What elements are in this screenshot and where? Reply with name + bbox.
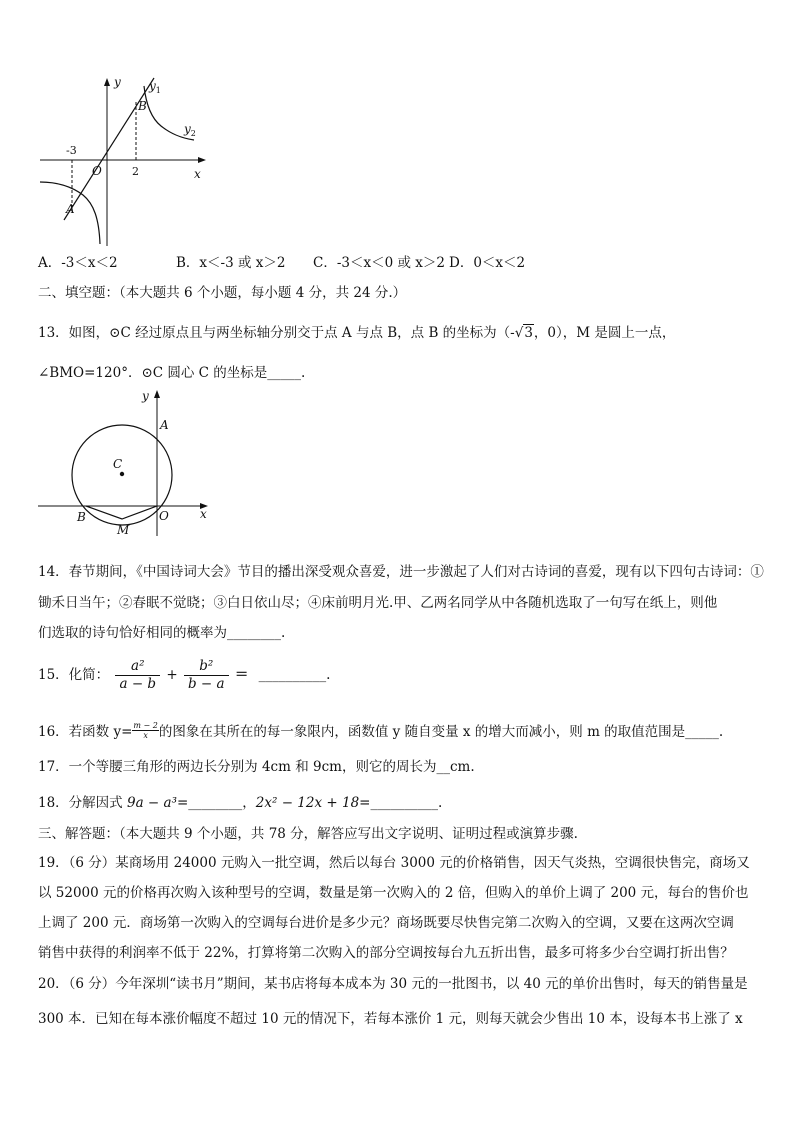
label-O: O xyxy=(159,509,169,523)
q14-line2: 锄禾日当午；②春眠不觉晓；③白日依山尽；④床前明月光.甲、乙两名同学从中各随机选取了一句写在纸上，则他 xyxy=(38,595,718,611)
label-origin: O xyxy=(92,164,102,178)
q15-frac1: $\frac{\text{a²}}{a - b}$ xyxy=(115,658,160,693)
x-axis-arrow xyxy=(198,157,206,163)
y-axis-arrow xyxy=(154,390,160,398)
q18-suffix: =__________. xyxy=(359,795,443,811)
q13-line1-b: ，0），M 是圆上一点， xyxy=(533,325,676,341)
label-B: B xyxy=(77,510,86,524)
q15 xyxy=(38,658,330,693)
label-M: M xyxy=(117,523,130,537)
label-y: y xyxy=(114,75,121,89)
section-2-header: 二、填空题：（本大题共 6 个小题，每小题 4 分，共 24 分.） xyxy=(38,285,407,301)
q13-line2: ∠BMO=120°．⊙C 圆心 C 的坐标是_____. xyxy=(38,365,306,381)
option-c: C．-3＜x＜0 或 x＞2 xyxy=(313,255,445,271)
label-x: x xyxy=(194,167,201,181)
label-y1: $y_1$ xyxy=(149,79,161,95)
y-axis-arrow xyxy=(104,78,110,86)
chords-bmo xyxy=(86,506,157,519)
sqrt-3: √3 xyxy=(514,325,533,341)
label-A: A xyxy=(160,418,169,432)
label-y2: $y_2$ xyxy=(184,122,196,138)
q13-line1 xyxy=(38,327,675,341)
q16 xyxy=(38,720,723,740)
function-graph-figure xyxy=(36,74,216,250)
q15-suffix: __________. xyxy=(258,667,331,683)
label-x: x xyxy=(200,507,207,521)
q15-prefix: 15．化简： xyxy=(38,667,110,683)
q14-line3: 们选取的诗句恰好相同的概率为________. xyxy=(38,625,286,641)
q17: 17．一个等腰三角形的两边长分别为 4cm 和 9cm，则它的周长为__cm. xyxy=(38,759,475,775)
q19-line2: 以 52000 元的价格再次购入该种型号的空调，数量是第一次购入的 2 倍，但购入的单价上调了 200 元，每台的售价也 xyxy=(38,885,749,901)
label-A: A xyxy=(66,202,75,216)
q16-frac: $\frac{m - 2}{x}$ xyxy=(133,720,158,740)
q14-line1: 14．春节期间，《中国诗词大会》节目的播出深受观众喜爱，进一步激起了人们对古诗词的喜爱，现有以下四句古诗词：① xyxy=(38,564,764,580)
q18-expr1: 9a − a³ xyxy=(126,795,177,811)
option-a: A．-3＜x＜2 xyxy=(38,255,118,271)
q16-suffix: 的图象在其所在的每一象限内，函数值 y 随自变量 x 的增大而减小，则 m 的取值范围是_____. xyxy=(158,724,724,740)
q19-line4: 销售中获得的利润率不低于 22%，打算将第二次购入的部分空调按每台九五折出售，最多可将多少台空调打折出售？ xyxy=(38,945,734,961)
q18-mid: =________， xyxy=(176,795,256,811)
q18 xyxy=(38,797,442,811)
q19-line3: 上调了 200 元．商场第一次购入的空调每台进价是多少元？商场既要尽快售完第二次购入的空调，又要在这两次空调 xyxy=(38,915,734,931)
q20-line2: 300 本．已知在每本涨价幅度不超过 10 元的情况下，若每本涨价 1 元，则每天就会少售出 10 本，设每本书上涨了 x xyxy=(38,1011,743,1027)
section-3-header: 三、解答题：（本大题共 9 个小题，共 78 分，解答应写出文字说明、证明过程或演算步骤. xyxy=(38,826,578,842)
label-neg3: -3 xyxy=(66,144,77,157)
q13-line1-a: 13．如图，⊙C 经过原点且与两坐标轴分别交于点 A 与点 B，点 B 的坐标为（- xyxy=(38,325,515,341)
label-y: y xyxy=(142,389,149,403)
option-d: D．0＜x＜2 xyxy=(449,255,526,271)
q19-line1: 19．（6 分）某商场用 24000 元购入一批空调，然后以每台 3000 元的价格销售，因天气炎热，空调很快售完，商场又 xyxy=(38,855,750,871)
label-2: 2 xyxy=(132,165,139,178)
q15-plus: + xyxy=(166,667,178,683)
q16-prefix: 16．若函数 y= xyxy=(38,724,133,740)
q20-line1: 20．（6 分）今年深圳“读书月”期间，某书店将每本成本为 30 元的一批图书，以 40 元的单价出售时，每天的销售量是 xyxy=(38,976,748,992)
q18-expr2: 2x² − 12x + 18 xyxy=(255,795,360,811)
q18-prefix: 18．分解因式 xyxy=(38,795,127,811)
label-C: C xyxy=(113,457,123,471)
circle-figure xyxy=(36,386,216,544)
center-point-c xyxy=(120,472,124,476)
q15-equals: ＝ xyxy=(234,667,249,683)
label-B: B xyxy=(138,99,147,113)
q15-frac2: $\frac{\text{b²}}{b - a}$ xyxy=(184,658,229,693)
option-b: B．x＜-3 或 x＞2 xyxy=(176,255,286,271)
